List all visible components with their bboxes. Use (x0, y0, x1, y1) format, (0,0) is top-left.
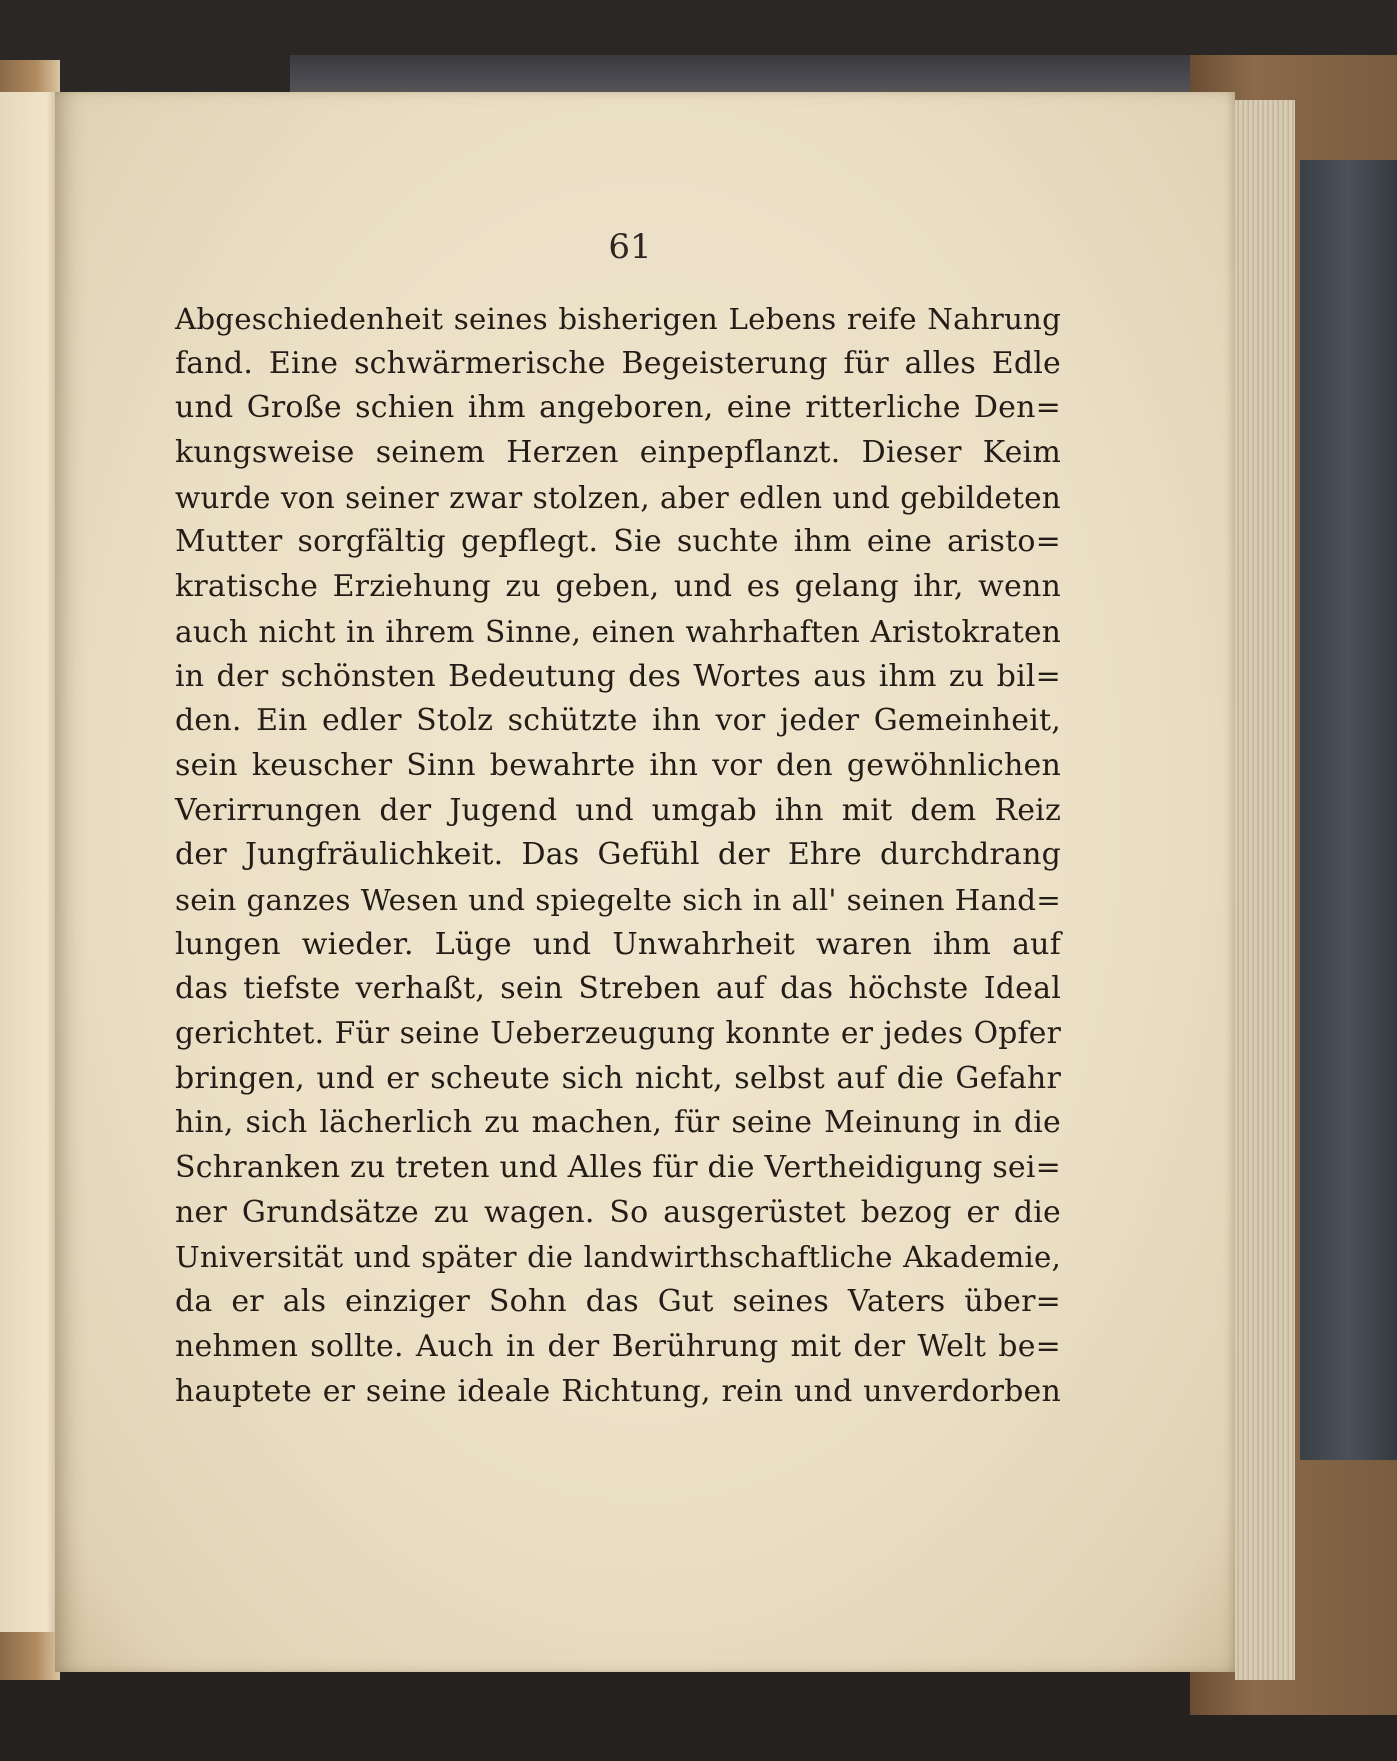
right-cover-board (1300, 160, 1397, 1460)
text-line: hin, sich lächerlich zu machen, für seine Meinung in die (175, 1105, 1061, 1141)
page-stack-edges (1235, 100, 1295, 1680)
text-line: hauptete er seine ideale Richtung, rein und unverdorben (175, 1373, 1061, 1409)
text-line: auch nicht in ihrem Sinne, einen wahrhaften Aristokraten (175, 613, 1061, 649)
text-line: sein keuscher Sinn bewahrte ihn vor den gewöhnlichen (175, 747, 1061, 783)
text-line: in der schönsten Bedeutung des Wortes aus ihm zu bil= (175, 658, 1061, 694)
text-line: fand. Eine schwärmerische Begeisterung für alles Edle (175, 345, 1061, 381)
body-text (175, 297, 1061, 1414)
text-line: da er als einziger Sohn das Gut seines Vaters über= (175, 1284, 1061, 1320)
text-line: und Große schien ihm angeboren, eine ritterliche Den= (175, 390, 1061, 426)
book-spine-top (290, 55, 1220, 95)
left-page-edge (0, 92, 60, 1632)
text-line: Mutter sorgfältig gepflegt. Sie suchte ihm eine aristo= (175, 524, 1061, 560)
text-line: der Jungfräulichkeit. Das Gefühl der Ehre durchdrang (175, 837, 1061, 873)
text-line: Abgeschiedenheit seines bisherigen Lebens reife Nahrung (175, 302, 1061, 336)
text-line: bringen, und er scheute sich nicht, selbst auf die Gefahr (175, 1060, 1061, 1096)
text-line: sein ganzes Wesen und spiegelte sich in all' seinen Hand= (175, 882, 1061, 917)
text-line: den. Ein edler Stolz schützte ihn vor jeder Gemeinheit, (175, 703, 1061, 739)
page-number: 61 (608, 227, 652, 267)
text-line: ner Grundsätze zu wagen. So ausgerüstet bezog er die (175, 1194, 1061, 1230)
text-line: Universität und später die landwirthschaftliche Akademie, (175, 1240, 1061, 1275)
text-line: das tiefste verhaßt, sein Streben auf das höchste Ideal (175, 971, 1061, 1007)
text-line: gerichtet. Für seine Ueberzeugung konnte er jedes Opfer (175, 1016, 1061, 1051)
text-line: lungen wieder. Lüge und Unwahrheit waren ihm auf (175, 926, 1061, 962)
text-line: wurde von seiner zwar stolzen, aber edlen und gebildeten (175, 480, 1061, 515)
text-line: kratische Erziehung zu geben, und es gelang ihr, wenn (175, 569, 1061, 605)
text-line: Schranken zu treten und Alles für die Vertheidigung sei= (175, 1150, 1062, 1186)
book-page (55, 92, 1235, 1672)
text-line: Verirrungen der Jugend und umgab ihn mit dem Reiz (175, 792, 1061, 828)
text-line: nehmen sollte. Auch in der Berührung mit der Welt be= (175, 1328, 1061, 1364)
text-line: kungsweise seinem Herzen einpepflanzt. Dieser Keim (175, 435, 1061, 471)
